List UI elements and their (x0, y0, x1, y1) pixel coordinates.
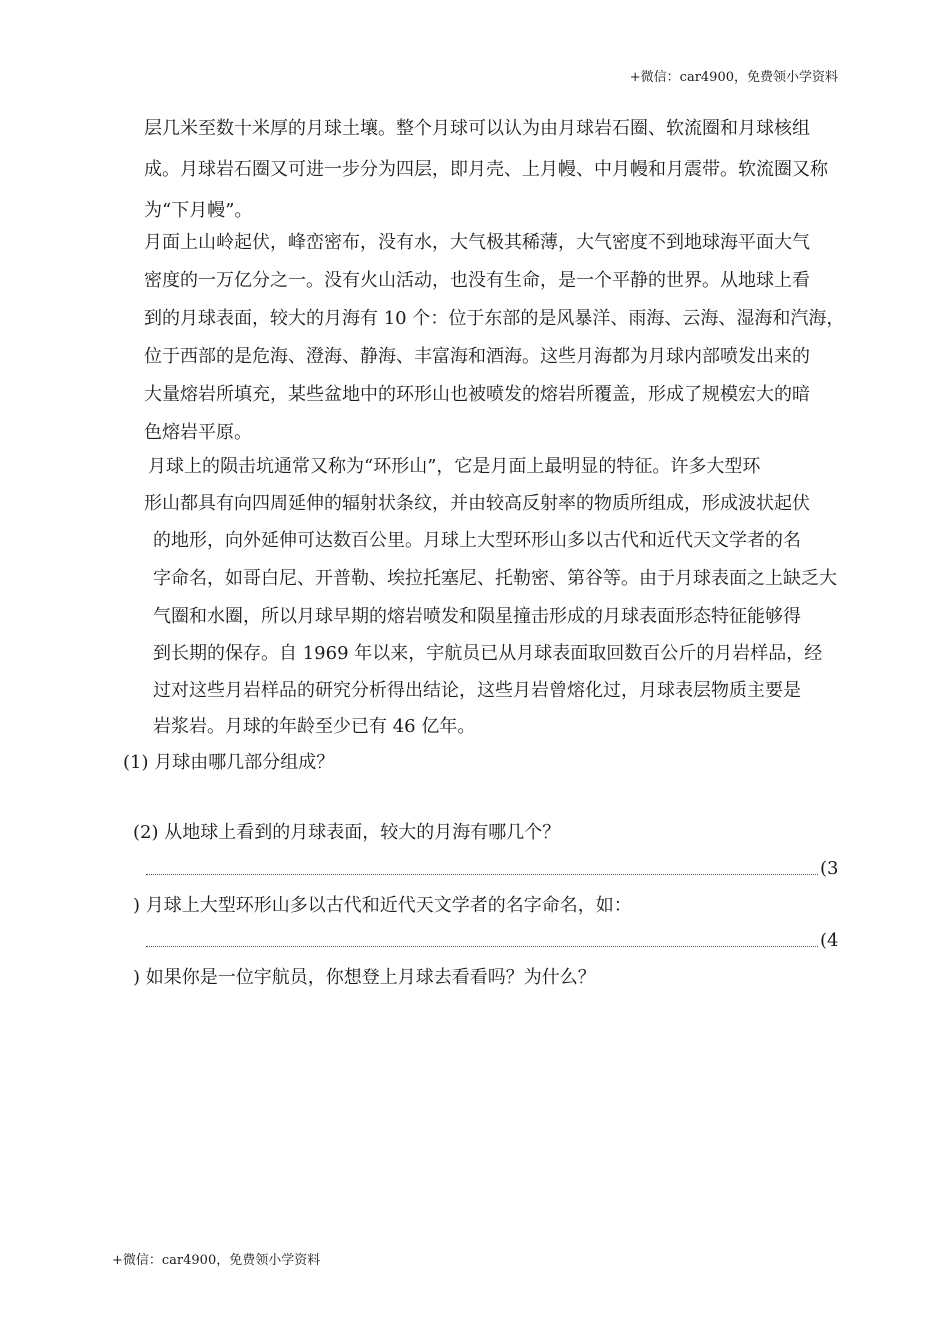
passage-line: 月面上山岭起伏，峰峦密布，没有水，大气极其稀薄，大气密度不到地球海平面大气 (144, 232, 810, 253)
passage-line: 到的月球表面，较大的月海有 10 个：位于东部的是风暴洋、雨海、云海、湿海和汽海， (144, 308, 845, 329)
passage-line: 月球上的陨击坑通常又称为“环形山”，它是月面上最明显的特征。许多大型环 (148, 456, 761, 477)
passage-line: 位于西部的是危海、澄海、静海、丰富海和酒海。这些月海都为月球内部喷发出来的 (144, 346, 810, 367)
question-4: ) 如果你是一位宇航员，你想登上月球去看看吗？为什么？ (133, 967, 596, 988)
passage-line: 到长期的保存。自 1969 年以来，宇航员已从月球表面取回数百公斤的月岩样品，经 (153, 643, 823, 664)
passage-line: 气圈和水圈，所以月球早期的熔岩喷发和陨星撞击形成的月球表面形态特征能够得 (153, 606, 801, 627)
page-footer: +微信：car4900，免费领小学资料 (112, 1253, 321, 1268)
passage-line: 层几米至数十米厚的月球土壤。整个月球可以认为由月球岩石圈、软流圈和月球核组 (144, 118, 810, 139)
passage-line: 岩浆岩。月球的年龄至少已有 46 亿年。 (153, 716, 476, 737)
passage-line: 密度的一万亿分之一。没有火山活动，也没有生命，是一个平静的世界。从地球上看 (144, 270, 810, 291)
passage-line: 形山都具有向四周延伸的辐射状条纹，并由较高反射率的物质所组成，形成波状起伏 (144, 493, 810, 514)
answer-line-3[interactable] (146, 946, 818, 947)
passage-line: 为“下月幔”。 (144, 200, 253, 221)
question-4-number: (4 (820, 930, 839, 951)
answer-line-2[interactable] (146, 874, 818, 875)
question-3-number: (3 (820, 858, 839, 879)
question-2: (2) 从地球上看到的月球表面，较大的月海有哪几个？ (133, 822, 561, 843)
question-3: ) 月球上大型环形山多以古代和近代天文学者的名字命名，如： (133, 895, 632, 916)
passage-line: 色熔岩平原。 (144, 422, 252, 443)
passage-line: 过对这些月岩样品的研究分析得出结论，这些月岩曾熔化过，月球表层物质主要是 (153, 680, 801, 701)
page-header: +微信：car4900，免费领小学资料 (629, 70, 838, 85)
passage-line: 成。月球岩石圈又可进一步分为四层，即月壳、上月幔、中月幔和月震带。软流圈又称 (144, 159, 828, 180)
passage-line: 的地形，向外延伸可达数百公里。月球上大型环形山多以古代和近代天文学者的名 (153, 530, 801, 551)
passage-line: 大量熔岩所填充，某些盆地中的环形山也被喷发的熔岩所覆盖，形成了规模宏大的暗 (144, 384, 810, 405)
passage-line: 字命名，如哥白尼、开普勒、埃拉托塞尼、托勒密、第谷等。由于月球表面之上缺乏大 (153, 568, 837, 589)
question-1: (1) 月球由哪几部分组成？ (123, 752, 335, 773)
